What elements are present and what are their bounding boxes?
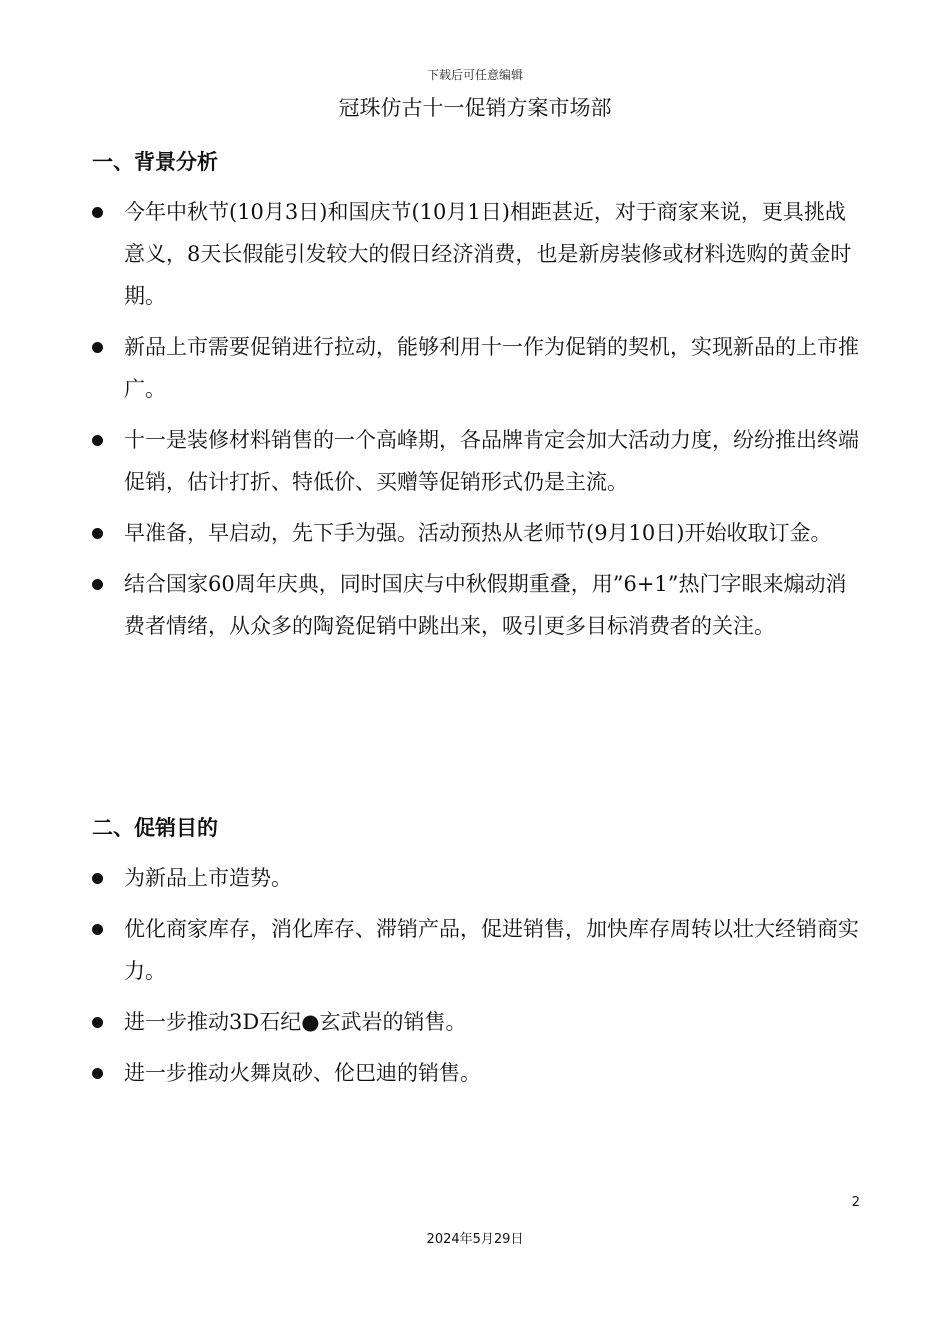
section-heading-background: 一、背景分析 [92, 150, 218, 174]
list-item-text: 结合国家60周年庆典，同时国庆与中秋假期重叠，用”6+1”热门字眼来煽动消费者情绪，从众多的陶瓷促销中跳出来，吸引更多目标消费者的关注。 [124, 572, 847, 638]
list-item-text: 进一步推动3D石纪●玄武岩的销售。 [124, 1010, 467, 1034]
background-bullet-list [92, 191, 862, 656]
bullet-icon [92, 207, 103, 218]
document-title: 冠珠仿古十一促销方案市场部 [338, 96, 612, 120]
list-item-text: 今年中秋节(10月3日)和国庆节(10月1日)相距甚近，对于商家来说，更具挑战意义，8天长假能引发较大的假日经济消费，也是新房装修或材料选购的黄金时期。 [124, 200, 852, 308]
list-item [92, 908, 862, 992]
bullet-icon [92, 435, 103, 446]
list-item-text: 新品上市需要促销进行拉动，能够利用十一作为促销的契机，实现新品的上市推广。 [124, 335, 859, 401]
header-note: 下载后可任意编辑 [426, 68, 523, 82]
section-heading-purpose: 二、促销目的 [92, 816, 218, 840]
list-item [92, 1001, 862, 1043]
bullet-icon [92, 528, 103, 539]
list-item-text: 十一是装修材料销售的一个高峰期，各品牌肯定会加大活动力度，纷纷推出终端促销，估计打折、特低价、买赠等促销形式仍是主流。 [124, 428, 859, 494]
purpose-bullet-list [92, 857, 862, 1103]
list-item [92, 191, 862, 317]
list-item-text: 早准备，早启动，先下手为强。活动预热从老师节(9月10日)开始收取订金。 [124, 521, 832, 545]
bullet-icon [92, 924, 103, 935]
list-item [92, 512, 862, 554]
page-number: 2 [851, 1195, 860, 1210]
list-item-text: 优化商家库存，消化库存、滞销产品，促进销售，加快库存周转以壮大经销商实力。 [124, 917, 859, 983]
list-item [92, 419, 862, 503]
list-item [92, 326, 862, 410]
list-item-text: 进一步推动火舞岚砂、伦巴迪的销售。 [124, 1061, 481, 1085]
bullet-icon [92, 579, 103, 590]
list-item-text: 为新品上市造势。 [124, 866, 292, 890]
bullet-icon [92, 873, 103, 884]
list-item [92, 563, 862, 647]
bullet-icon [92, 342, 103, 353]
list-item [92, 857, 862, 899]
list-item [92, 1052, 862, 1094]
bullet-icon [92, 1017, 103, 1028]
bullet-icon [92, 1068, 103, 1079]
footer-date: 2024年5月29日 [426, 1232, 524, 1247]
